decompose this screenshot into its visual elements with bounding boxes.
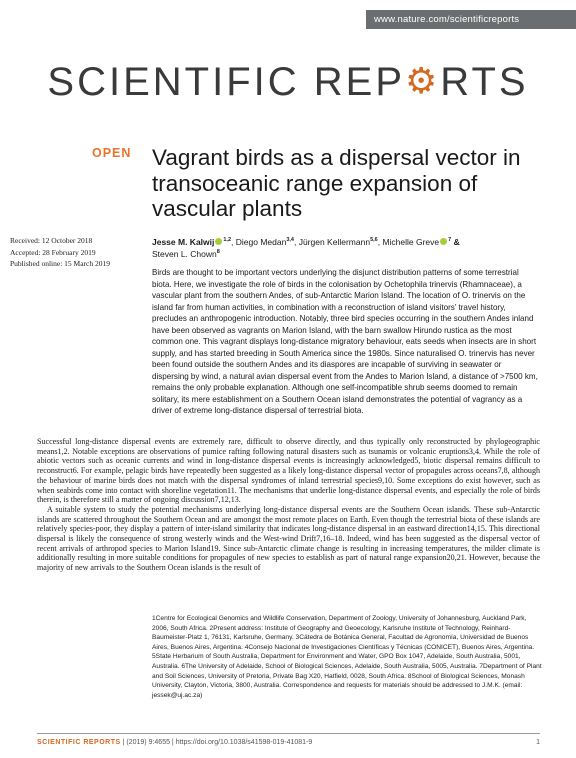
footer-citation[interactable]: | (2019) 9:4655 | https://doi.org/10.1038/s41598-019-41081-9 xyxy=(120,739,313,746)
orcid-icon[interactable] xyxy=(440,238,447,245)
author-name[interactable]: Steven L. Chown xyxy=(152,249,217,259)
abstract: Birds are thought to be important vectors underlying the disjunct distribution patterns of some terrestrial biota. Here, we investigate the role of birds in the colonisation by Ochetophila trinervis (Rhamnaceae), a vascular plant from the southern Andes, of sub-Antarctic Marion Island. The location of O. trinervis on the island far from human activities, in combination with a reconstruction of island visitors’ travel history, precludes an anthropogenic introduction. Notably, three bird species occurring in the southern Andes inland have been observed as vagrants on Marion Island, with the barn swallow Hirundo rustica as the most common one. This vagrant displays long-distance migratory behaviour, eats seeds when insects are in short supply, and has started breeding in South America since the 1980s. Since naturalised O. trinervis has never been found outside the southern Andes and its diaspores are incapable of surviving in seawater or dispersing by wind, a natural avian dispersal event from the Andes to Marion Island, a distance of >7500 km, remains the only probable explanation. Although one self-incompatible shrub seems doomed to remain solitary, its mere establishment on a Southern Ocean island demonstrates the potential of vagrancy as a driver of extreme long-distance dispersal of terrestrial biota. xyxy=(152,268,538,415)
author-name[interactable]: Jesse M. Kalwij xyxy=(152,237,215,247)
gear-icon: ⚙ xyxy=(405,60,441,101)
journal-url-tag[interactable]: www.nature.com/scientificreports xyxy=(366,10,576,29)
affiliations: 1Centre for Ecological Genomics and Wildlife Conservation, Department of Zoology, University of Johannesburg, Auckland Park, 2006, South Africa. 2Present address: Institute of Geography and Geoecology, Karlsruhe Institute of Technology, Reinhard-Baumeister-Platz 1, 76131, Karlsruhe, Germany. 3Cátedra de Botánica General, Facultad de Agronomía, Universidad de Buenos Aires, Buenos Aires, Argentina. 4Consejo Nacional de Investigaciones Científicas y Técnicas (CONICET), Buenos Aires, Argentina. 5State Herbarium of South Australia, Department for Environment and Water, GPO Box 1047, Adelaide, South Australia, 5001, Australia. 6The University of Adelaide, School of Biological Sciences, Adelaide, South Australia, 5005, Australia. 7Department of Plant and Soil Sciences, University of Pretoria, Private Bag X20, Hatfield, 0028, South Africa. 8School of Biological Sciences, Monash University, Clayton, Victoria, 3800, Australia. Correspondence and requests for materials should be addressed to J.M.K. (email: jessek@uj.ac.za) xyxy=(152,615,542,699)
footer-journal: SCIENTIFIC REPORTS xyxy=(37,739,121,746)
received-date: Received: 12 October 2018 xyxy=(10,236,93,245)
publication-dates xyxy=(10,235,140,270)
article-title: Vagrant birds as a dispersal vector in transoceanic range expansion of vascular plants xyxy=(152,145,521,221)
orcid-icon[interactable] xyxy=(215,238,222,245)
accepted-date: Accepted: 28 February 2019 xyxy=(10,247,96,257)
footer-divider xyxy=(37,733,540,734)
open-access-badge: OPEN xyxy=(92,146,132,160)
author-list: Jesse M. Kalwij $^{1,2}$, Diego Medan$^{3,4}$, Jürgen Kellermann$^{5,6}$, Michelle Greve $^7$ & Steven L. Chown$^8$ xyxy=(152,237,460,259)
page-number: 1 xyxy=(536,739,540,746)
paragraph: A suitable system to study the potential mechanisms underlying long-distance dispersal events are the Southern Ocean islands. These sub-Antarctic islands are scattered throughout the Southern Ocean and are amongst the most remote places on Earth. Even though the terrestrial biota of these islands are relatively species-poor, they display a pattern of inter-island similarity that indicates long-distance dispersal in an eastward direction14,15. This directional dispersal is likely the consequence of strong westerly winds and the West-wind Drift7,16–18. Indeed, wind has been suggested as the dispersal vector of recent arrivals of arthropod species to Marion Island19. Since sub-Antarctic climate change is resulting in increasing temperatures, the milder climate is additionally resulting in more suitable conditions for propagules of new species to establish as part of natural range expansion20,21. However, because the majority of new arrivals to the Southern Ocean islands is the result of xyxy=(37,504,540,573)
published-date: Published online: 15 March 2019 xyxy=(10,259,110,268)
logo-text-left: SCIENTIFIC REP xyxy=(47,60,406,104)
main-text xyxy=(37,437,540,573)
logo-text-right: RTS xyxy=(440,60,529,104)
journal-logo xyxy=(0,60,576,105)
paragraph: Successful long-distance dispersal events are extremely rare, difficult to observe directly, and thus typically only reconstructed by phylogeographic means1,2. Notable exceptions are observations of pumice rafting following natural disasters such as tsunamis or volcanic eruptions3,4. While the role of abiotic vectors such as oceanic currents and wind in long-distance dispersal events is increasingly acknowledged5, biotic dispersal remains difficult to reconstruct6. For example, pelagic birds have repeatedly been suggested as a likely long-distance dispersal vector of propagules across oceans7,8, although the behaviour of marine birds does not match with the dispersal syndromes of inland terrestrial species9,10. Some exceptions do exist however, such as when seabirds come into contact with shoreline vegetation11. The mechanisms that underlie long-distance dispersal events, and especially the role of birds therein, is therefore still a matter of ongoing discussion7,12,13. xyxy=(37,437,540,505)
page-footer xyxy=(37,737,540,749)
